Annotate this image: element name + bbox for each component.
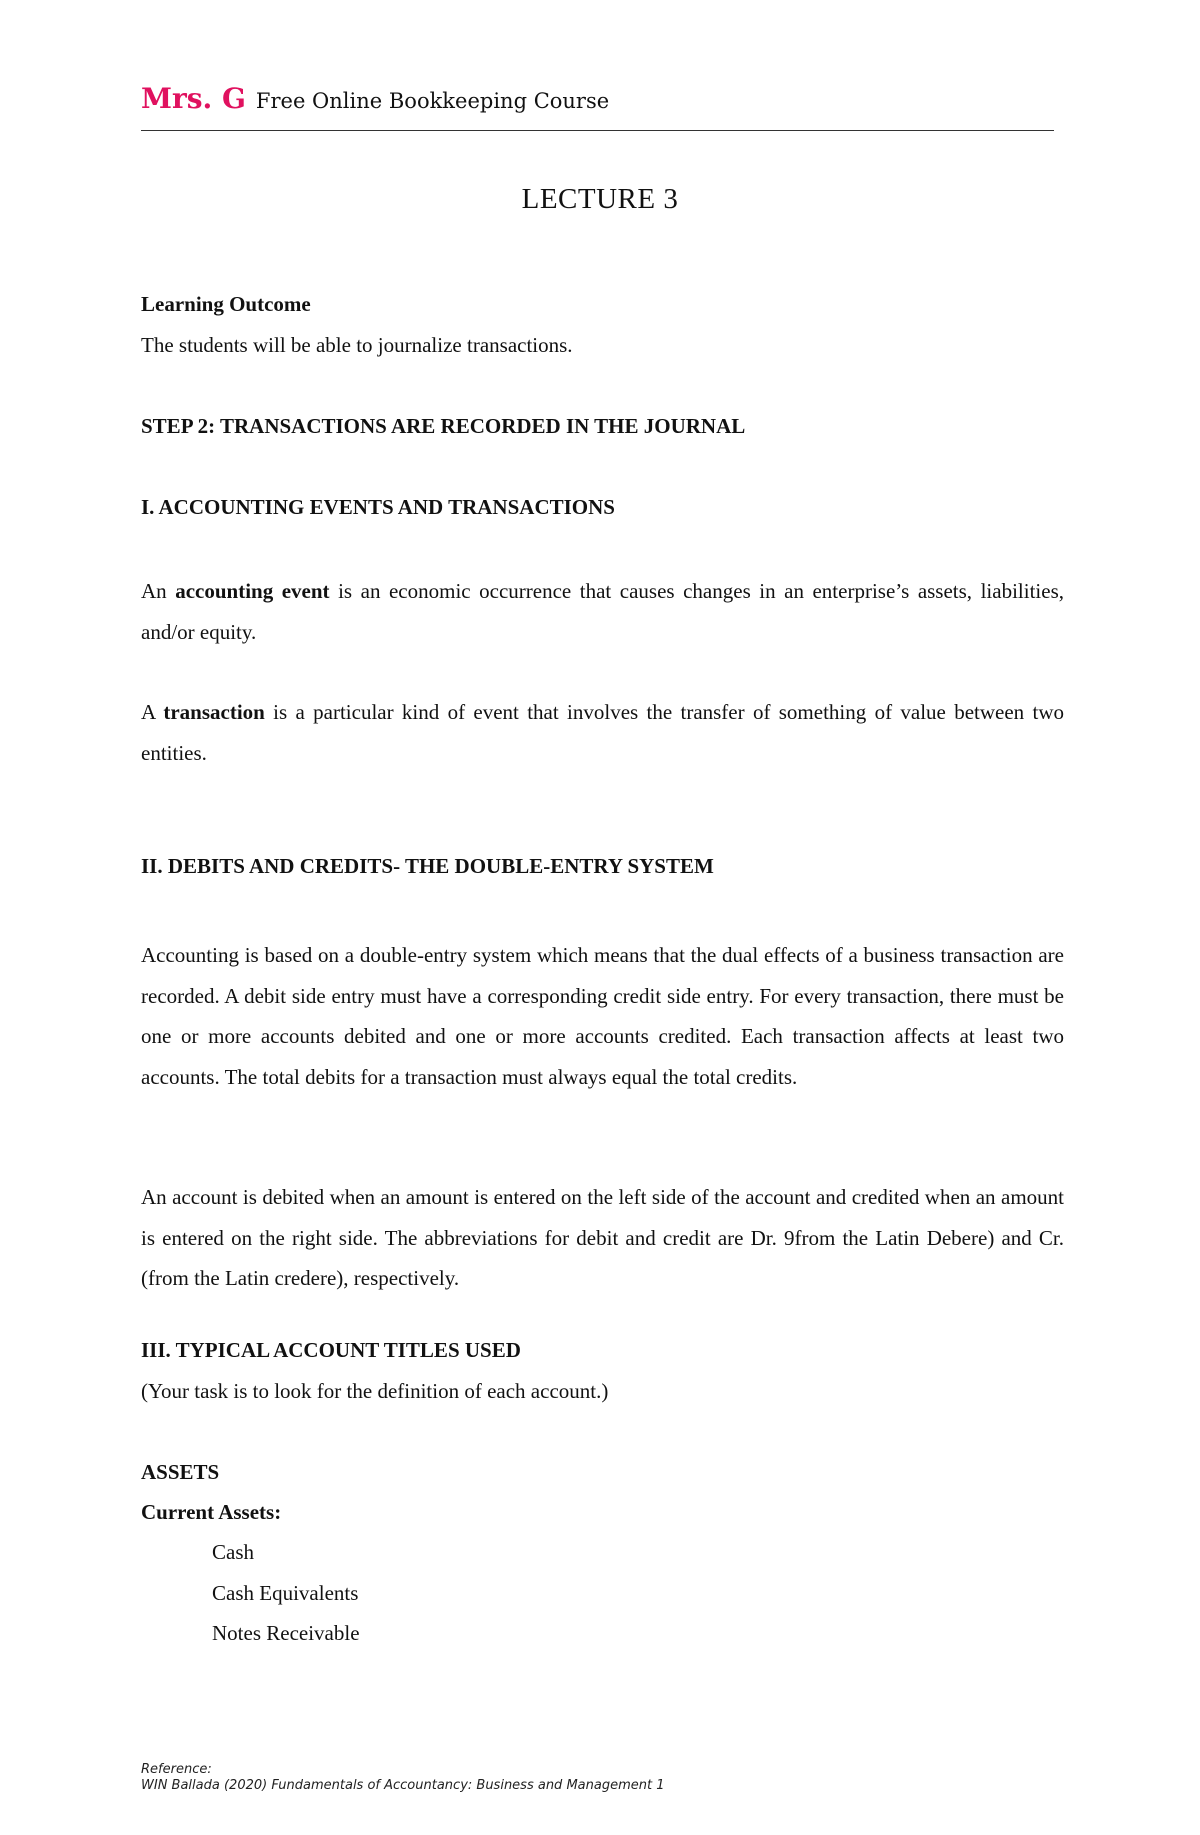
learning-outcome-text: The students will be able to journalize transactions.: [141, 333, 573, 357]
page-header: [141, 64, 1054, 131]
p1-post: is an economic occurrence that causes changes in an enterprise’s assets, liabilities, and/or equity.: [141, 579, 1064, 644]
section-2-heading: II. DEBITS AND CREDITS- THE DOUBLE-ENTRY SYSTEM: [141, 854, 714, 878]
debit-credit-paragraph: An account is debited when an amount is entered on the left side of the account and credited when an amount is entered on the right side. The abbreviations for debit and credit are Dr. 9from the Latin Debere) and Cr. (from the Latin credere), respectively.: [141, 1185, 1064, 1290]
p2-pre: A: [141, 700, 164, 724]
page-title: LECTURE 3: [521, 183, 679, 215]
section-1-heading: I. ACCOUNTING EVENTS AND TRANSACTIONS: [141, 495, 615, 519]
list-item: Cash: [212, 1540, 254, 1564]
section-3-heading: III. TYPICAL ACCOUNT TITLES USED: [141, 1338, 521, 1362]
transaction-paragraph: [141, 692, 1064, 773]
reference-label: Reference:: [141, 1762, 212, 1777]
reference-footer: [141, 1762, 665, 1794]
p2-post: is a particular kind of event that involves the transfer of something of value between two entities.: [141, 700, 1064, 765]
reference-citation: WIN Ballada (2020) Fundamentals of Accountancy: Business and Management 1: [141, 1778, 665, 1793]
term-accounting-event: accounting event: [175, 579, 330, 603]
list-item: Cash Equivalents: [212, 1580, 359, 1605]
p1-pre: An: [141, 579, 176, 603]
assets-heading: ASSETS: [141, 1460, 220, 1484]
double-entry-paragraph: Accounting is based on a double-entry system which means that the dual effects of a business transaction are recorded. A debit side entry must have a corresponding credit side entry. For every transaction, there must be one or more accounts debited and one or more accounts credited. Each transaction affects at least two accounts. The total debits for a transaction must always equal the total credits.: [141, 943, 1064, 1089]
accounting-event-paragraph: [141, 571, 1064, 652]
list-item: Notes Receivable: [212, 1621, 360, 1645]
learning-outcome-heading: Learning Outcome: [141, 292, 311, 316]
term-transaction: transaction: [163, 700, 265, 724]
section-3-note: (Your task is to look for the definition of each account.): [141, 1379, 609, 1403]
current-assets-list: [212, 1532, 360, 1654]
brand-name: Mrs. G: [141, 82, 246, 115]
step-heading: STEP 2: TRANSACTIONS ARE RECORDED IN THE JOURNAL: [141, 414, 746, 438]
current-assets-heading: Current Assets:: [141, 1500, 282, 1524]
course-name: Free Online Bookkeeping Course: [255, 89, 610, 113]
